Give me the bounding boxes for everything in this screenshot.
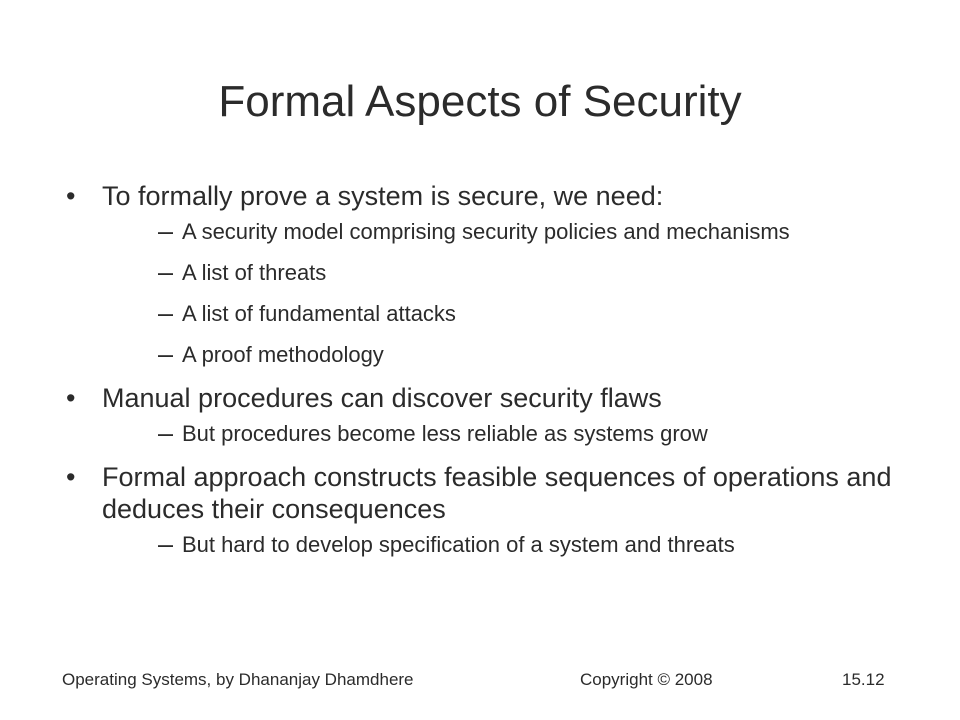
sub-mark: – xyxy=(158,339,174,369)
sub-item xyxy=(102,420,906,447)
sub-text: A security model comprising security policies and mechanisms xyxy=(182,219,790,244)
sub-text: But procedures become less reliable as systems grow xyxy=(182,421,708,446)
sub-text: But hard to develop specification of a system and threats xyxy=(182,532,735,557)
sub-mark: – xyxy=(158,216,174,246)
sub-item xyxy=(102,341,906,368)
sub-text: A list of threats xyxy=(182,260,327,285)
sub-mark: – xyxy=(158,257,174,287)
bullet-mark: • xyxy=(66,181,76,211)
sub-item xyxy=(102,259,906,286)
footer-slide-number: 15.12 xyxy=(842,670,885,689)
slide-body xyxy=(66,180,906,558)
sub-text: A proof methodology xyxy=(182,342,384,367)
footer-book-credit: Operating Systems, by Dhananjay Dhamdhere xyxy=(62,670,414,689)
sub-mark: – xyxy=(158,418,174,448)
sub-list xyxy=(102,218,906,368)
bullet-mark: • xyxy=(66,383,76,413)
footer-copyright: Copyright © 2008 xyxy=(580,670,713,689)
sub-list xyxy=(102,420,906,447)
bullet-text: Manual procedures can discover security flaws xyxy=(102,383,662,413)
sub-item xyxy=(102,300,906,327)
sub-mark: – xyxy=(158,529,174,559)
sub-item xyxy=(102,531,906,558)
bullet-item xyxy=(66,382,906,447)
sub-mark: – xyxy=(158,298,174,328)
bullet-mark: • xyxy=(66,462,76,492)
sub-list xyxy=(102,531,906,558)
bullet-item xyxy=(66,461,906,558)
bullet-item xyxy=(66,180,906,368)
sub-item xyxy=(102,218,906,245)
slide-title: Formal Aspects of Security xyxy=(218,77,742,126)
bullet-text: Formal approach constructs feasible sequences of operations and deduces their consequences xyxy=(102,462,892,524)
sub-text: A list of fundamental attacks xyxy=(182,301,456,326)
bullet-text: To formally prove a system is secure, we need: xyxy=(102,181,664,211)
